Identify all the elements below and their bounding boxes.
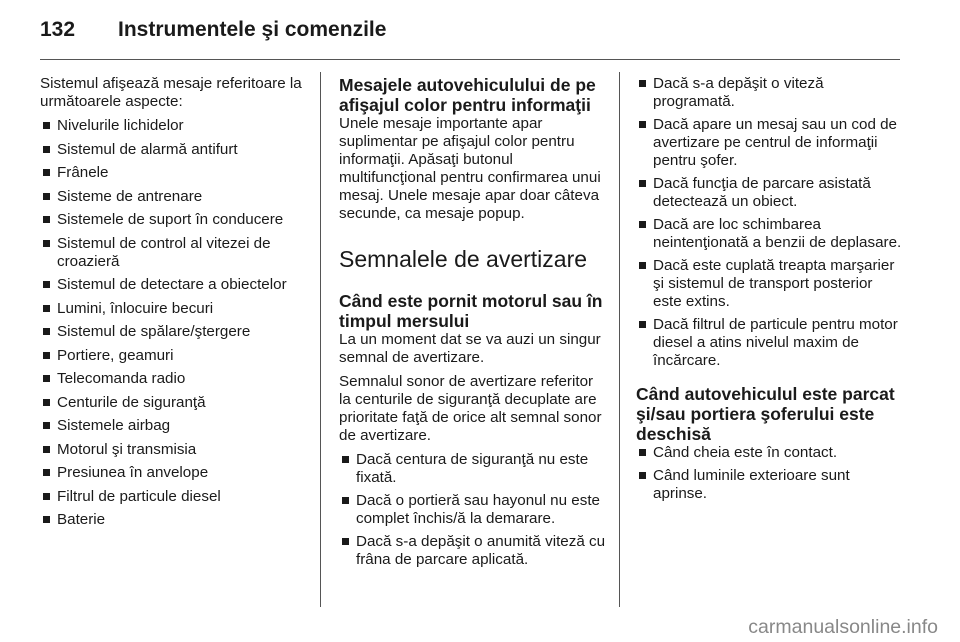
list-item: Sistemele airbag [40, 417, 308, 435]
list-item: Sistemul de detectare a obiectelor [40, 276, 308, 294]
bullet-icon [639, 472, 646, 479]
list-item: Centurile de siguranţă [40, 394, 308, 412]
bullet-icon [43, 240, 50, 247]
bullet-icon [639, 221, 646, 228]
bullet-icon [639, 80, 646, 87]
list-item: Telecomanda radio [40, 370, 308, 388]
bullet-icon [639, 121, 646, 128]
list-item: Dacă are loc schimbarea neintenţionată a benzii de deplasare. [636, 216, 902, 252]
list-item: Dacă centura de siguranţă nu este fixată. [339, 451, 607, 487]
bullet-icon [639, 180, 646, 187]
list-item: Motorul şi transmisia [40, 441, 308, 459]
bullet-icon [43, 516, 50, 523]
list-item: Portiere, geamuri [40, 347, 308, 365]
bullet-icon [43, 375, 50, 382]
list-item: Când cheia este în contact. [636, 444, 902, 462]
list-item: Dacă filtrul de particule pentru motor diesel a atins nivelul maxim de încărcare. [636, 316, 902, 370]
engine-running-warnings-list-continued [636, 75, 902, 370]
bullet-icon [43, 305, 50, 312]
intro-paragraph: Sistemul afişează mesaje referitoare la următoarele aspecte: [40, 75, 302, 110]
column-divider-1 [320, 72, 321, 607]
bullet-icon [342, 538, 349, 545]
list-item: Sistemul de alarmă antifurt [40, 141, 308, 159]
bullet-icon [43, 352, 50, 359]
list-item: Baterie [40, 511, 308, 529]
bullet-icon [43, 281, 50, 288]
bullet-icon [43, 446, 50, 453]
list-item: Dacă este cuplată treapta marşarier şi sistemul de transport posterior este extins. [636, 257, 902, 311]
bullet-icon [43, 422, 50, 429]
section-heading-warning-chimes: Semnalele de avertizare [339, 246, 588, 272]
subheading-engine-running: Când este pornit motorul sau în timpul mersului [339, 291, 603, 331]
engine-running-warnings-list [339, 451, 607, 569]
bullet-icon [43, 493, 50, 500]
list-item: Lumini, înlocuire becuri [40, 300, 308, 318]
list-item: Dacă funcţia de parcare asistată detectează un obiect. [636, 175, 902, 211]
single-chime-paragraph: La un moment dat se va auzi un singur semnal de avertizare. [339, 331, 601, 366]
bullet-icon [43, 469, 50, 476]
column-3 [636, 75, 902, 508]
bullet-icon [43, 328, 50, 335]
list-item: Când luminile exterioare sunt aprinse. [636, 467, 902, 503]
list-item: Sistemul de spălare/ştergere [40, 323, 308, 341]
watermark: carmanualsonline.info [748, 616, 938, 638]
bullet-icon [342, 456, 349, 463]
list-item: Dacă o portieră sau hayonul nu este complet închis/ă la demarare. [339, 492, 607, 528]
bullet-icon [639, 262, 646, 269]
bullet-icon [43, 169, 50, 176]
list-item: Dacă apare un mesaj sau un cod de avertizare pe centrul de informaţii pentru şofer. [636, 116, 902, 170]
list-item: Filtrul de particule diesel [40, 488, 308, 506]
bullet-icon [43, 122, 50, 129]
color-display-paragraph: Unele mesaje importante apar suplimentar pe afişajul color pentru informaţii. Apăsaţi butonul multifuncţional pentru confirmarea unui mesaj. Unele mesaje apar doar câteva secunde, ca mesaje popup. [339, 115, 601, 222]
column-1 [40, 75, 308, 535]
page-number: 132 [40, 18, 76, 41]
column-divider-2 [619, 72, 620, 607]
list-item: Sisteme de antrenare [40, 188, 308, 206]
subheading-parked: Când autovehiculul este parcat şi/sau portiera şoferului este deschisă [636, 384, 895, 444]
column-2 [339, 75, 607, 574]
list-item: Dacă s-a depăşit o viteză programată. [636, 75, 902, 111]
bullet-icon [43, 399, 50, 406]
page-title: Instrumentele şi comenzile [118, 18, 387, 41]
list-item: Presiunea în anvelope [40, 464, 308, 482]
bullet-icon [43, 216, 50, 223]
bullet-icon [43, 193, 50, 200]
section-heading-color-display: Mesajele autovehiculului de pe afişajul color pentru informaţii [339, 75, 596, 115]
bullet-icon [43, 146, 50, 153]
list-item: Frânele [40, 164, 308, 182]
list-item: Sistemele de suport în conducere [40, 211, 308, 229]
bullet-icon [639, 321, 646, 328]
bullet-icon [342, 497, 349, 504]
parked-warnings-list [636, 444, 902, 503]
list-item: Dacă s-a depăşit o anumită viteză cu frâna de parcare aplicată. [339, 533, 607, 569]
message-topics-list [40, 117, 308, 529]
seatbelt-priority-paragraph: Semnalul sonor de avertizare referitor la centurile de siguranţă decuplate are prioritate faţă de orice alt semnal sonor de avertizare. [339, 373, 602, 444]
bullet-icon [639, 449, 646, 456]
list-item: Nivelurile lichidelor [40, 117, 308, 135]
header-divider [40, 59, 900, 60]
list-item: Sistemul de control al vitezei de croazieră [40, 235, 308, 271]
